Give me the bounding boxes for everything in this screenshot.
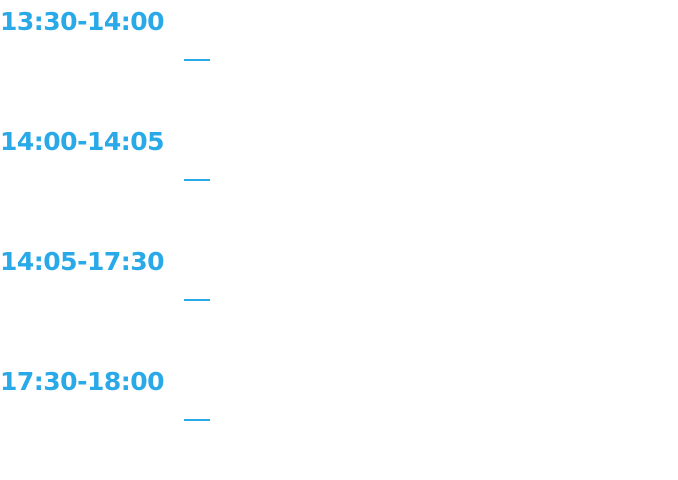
time-range: 13:30-14:00 [0, 7, 165, 36]
schedule-item [0, 240, 678, 360]
schedule-item [0, 0, 678, 120]
schedule-item [0, 360, 678, 480]
divider-dash [184, 299, 210, 301]
time-range: 14:00-14:05 [0, 127, 165, 156]
divider-dash [184, 59, 210, 61]
schedule-item [0, 120, 678, 240]
divider-dash [184, 419, 210, 421]
time-range: 14:05-17:30 [0, 247, 165, 276]
divider-dash [184, 179, 210, 181]
time-range: 17:30-18:00 [0, 367, 165, 396]
